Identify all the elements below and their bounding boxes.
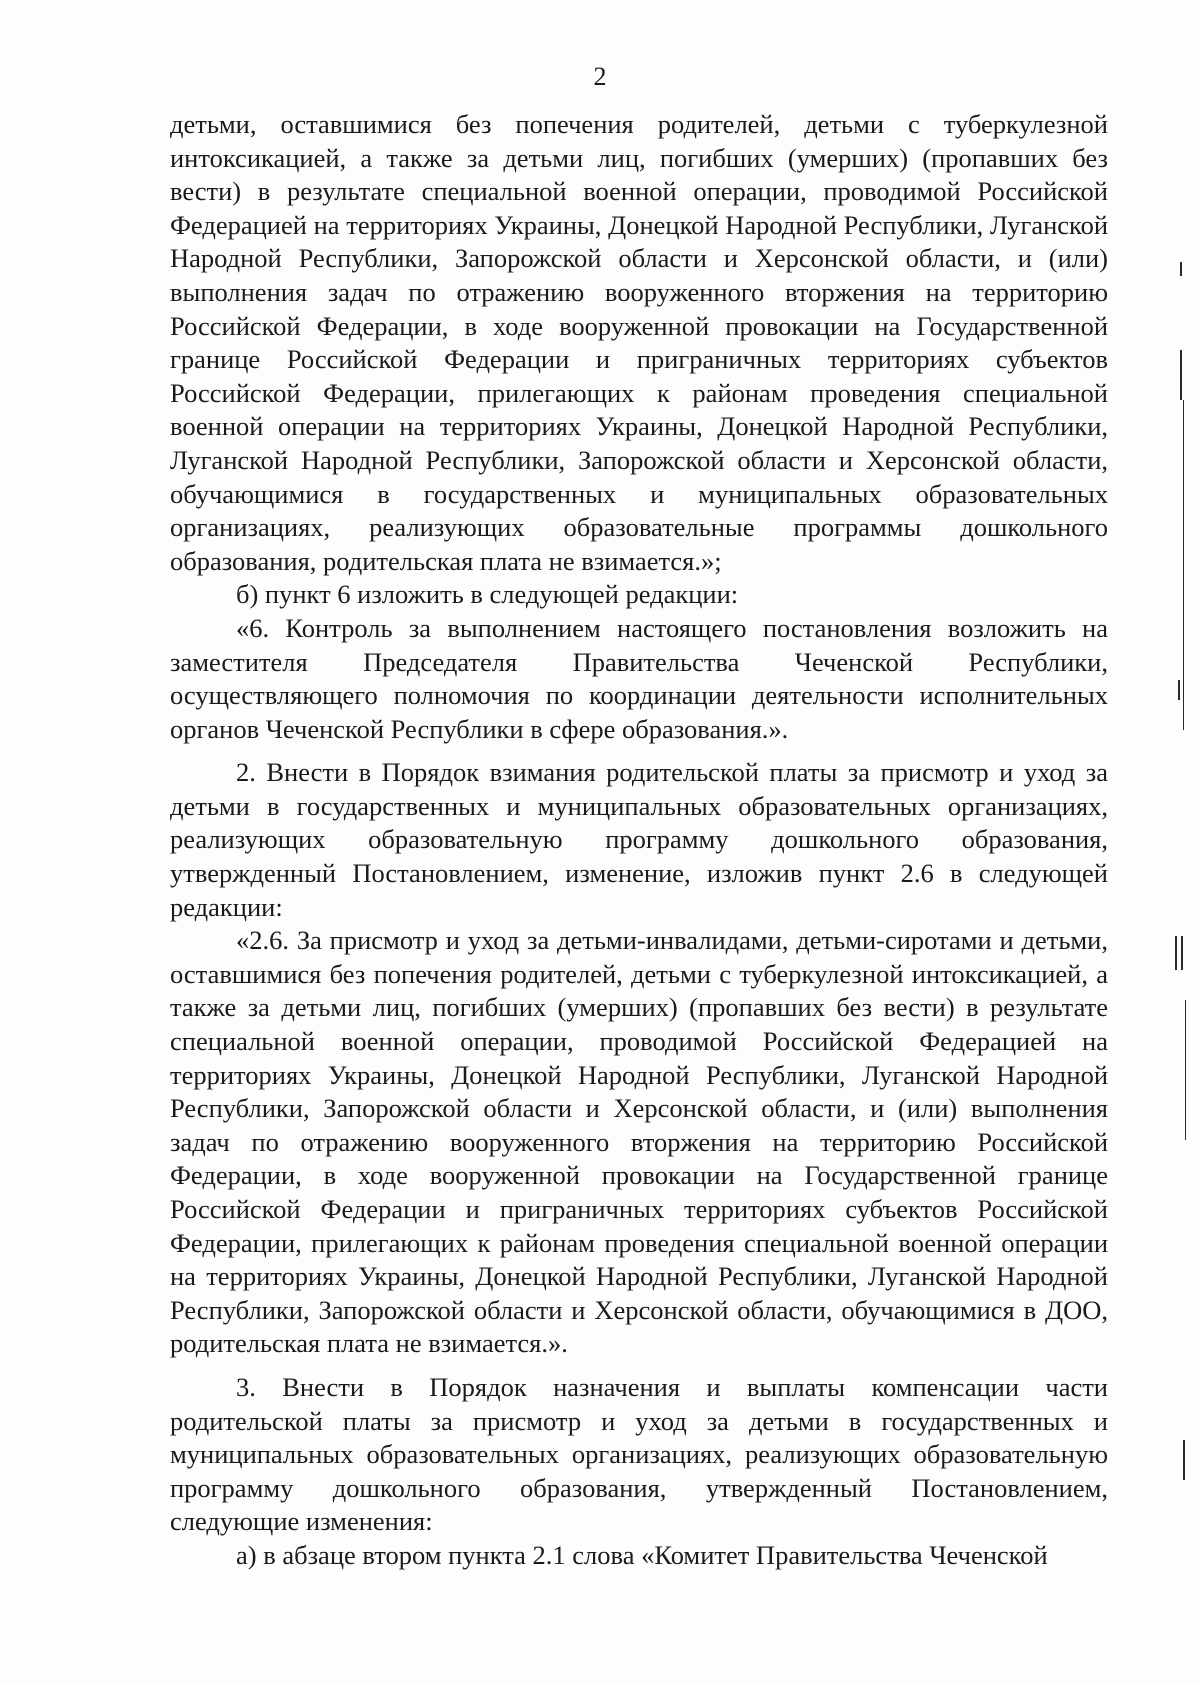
paragraph-continuation: детьми, оставшимися без попечения родителей, детьми с туберкулезной интоксикацией, а также за детьми лиц, погибших (умерших) (пропавших без вести) в результате специальной военной операции, проводимой Российской Федерацией на территориях Украины, Донецкой Народной Республики, Луганской Народной Республики, Запорожской области и Херсонской области, и (или) выполнения задач по отражению вооруженного вторжения на территорию Российской Федерации, в ходе вооруженной провокации на Государственной границе Российской Федерации и приграничных территориях субъектов Российской Федерации, прилегающих к районам проведения специальной военной операции на территориях Украины, Донецкой Народной Республики, Луганской Народной Республики, Запорожской области и Херсонской области, обучающимися в государственных и муниципальных образовательных организациях, реализующих образовательные программы дошкольного образования, родительская плата не взимается.»; xyxy=(170,109,1108,576)
paragraph-item-a: а) в абзаце втором пункта 2.1 слова «Комитет Правительства Чеченской xyxy=(236,1539,1048,1570)
paragraph-quote-item-2-6: «2.6. За присмотр и уход за детьми-инвалидами, детьми-сиротами и детьми, оставшимися без попечения родителей, детьми с туберкулезной интоксикацией, а также за детьми лиц, погибших (умерших) (пропавших без вести) в результате специальной военной операции, проводимой Российской Федерацией на территориях Украины, Донецкой Народной Республики, Луганской Народной Республики, Запорожской области и Херсонской области, и (или) выполнения задач по отражению вооруженного вторжения на территорию Российской Федерации, в ходе вооруженной провокации на Государственной границе Российской Федерации и приграничных территориях субъектов Российской Федерации, прилегающих к районам проведения специальной военной операции на территориях Украины, Донецкой Народной Республики, Луганской Народной Республики, Запорожской области и Херсонской области, обучающимися в ДОО, родительская плата не взимается.». xyxy=(170,925,1108,1359)
paragraph-quote-item-6: «6. Контроль за выполнением настоящего постановления возложить на заместителя Председателя Правительства Чеченской Республики, осуществляющего полномочия по координации деятельности исполнительных органов Чеченской Республики в сфере образования.». xyxy=(170,612,1108,744)
scan-artifact-line xyxy=(1175,936,1177,970)
paragraph-item-2: 2. Внести в Порядок взимания родительской платы за присмотр и уход за детьми в государственных и муниципальных образовательных организациях, реализующих образовательную программу дошкольного образования, утвержденный Постановлением, изменение, изложив пункт 2.6 в следующей редакции: xyxy=(170,757,1108,922)
scan-artifact-line xyxy=(1181,936,1183,970)
scan-artifact-line xyxy=(1178,680,1180,700)
scan-artifact-line xyxy=(1183,1440,1185,1480)
scan-artifact-line xyxy=(1183,400,1184,730)
page-number: 2 xyxy=(593,62,607,91)
paragraph-item-b: б) пункт 6 изложить в следующей редакции: xyxy=(236,579,739,610)
paragraph-item-3: 3. Внести в Порядок назначения и выплаты компенсации части родительской платы за присмотр и уход за детьми в государственных и муниципальных образовательных организациях, реализующих образовательную программу дошкольного образования, утвержденный Постановлением, следующие изменения: xyxy=(170,1371,1108,1537)
scan-artifact-line xyxy=(1180,262,1182,276)
scan-artifact-line xyxy=(1180,350,1182,400)
document-body xyxy=(170,108,1108,1573)
scan-artifact-line xyxy=(1185,1000,1186,1140)
